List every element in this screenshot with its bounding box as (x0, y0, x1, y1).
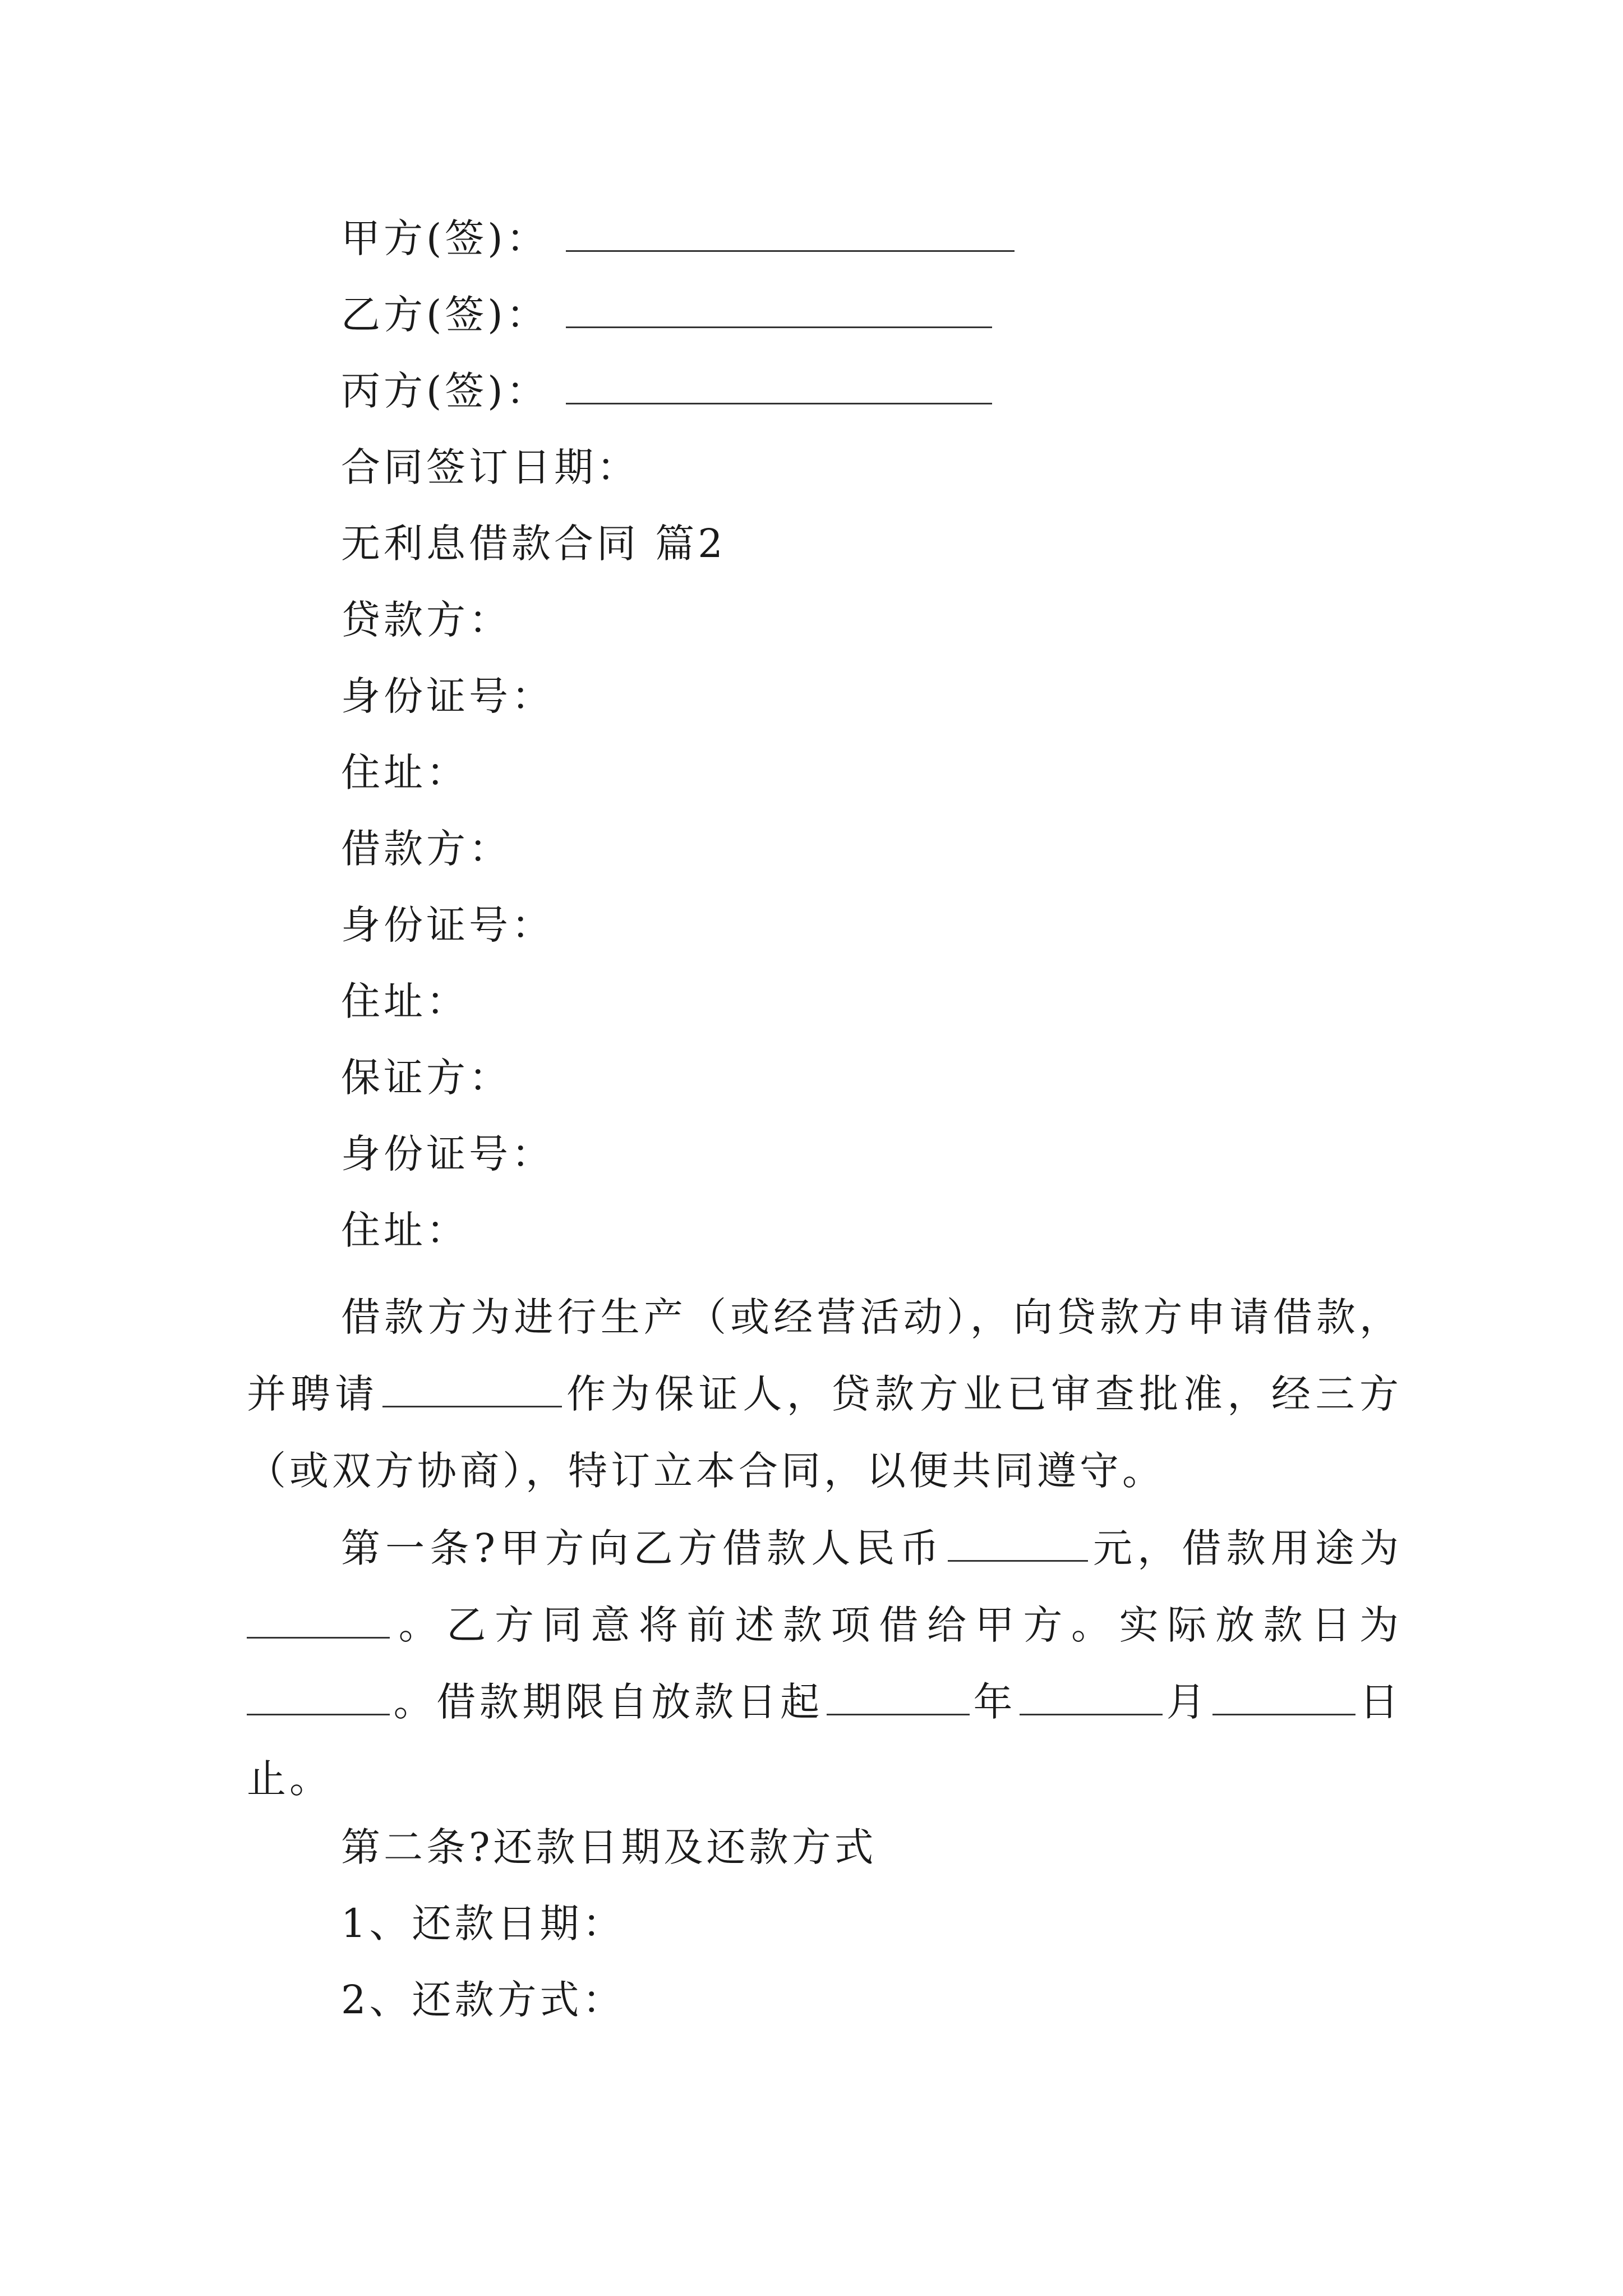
term-day-blank (1212, 1679, 1355, 1715)
term-year-blank (827, 1679, 970, 1715)
disbursement-date-blank (247, 1679, 390, 1715)
article-1-text-2: 元，借款用途为 (1091, 1525, 1402, 1571)
guarantor-name-blank (382, 1371, 562, 1407)
borrower-id-label: 身份证号： (341, 902, 554, 948)
party-b-signature-blank (566, 293, 992, 328)
article-1-text-3: 。乙方同意将前述款项借给甲方。实际放款日为 (393, 1602, 1402, 1648)
guarantor-label: 保证方： (341, 1055, 511, 1101)
repayment-date-label: 1、还款日期： (341, 1901, 625, 1947)
guarantor-id-label: 身份证号： (341, 1131, 554, 1177)
party-a-signature-label: 甲方(签)： (341, 215, 549, 261)
intro-paragraph (247, 1279, 1402, 1510)
article-2-title: 第二条?还款日期及还款方式 (341, 1824, 877, 1870)
article-1-text-4: 。借款期限自放款日起 (393, 1679, 823, 1725)
contract-sign-date: 合同签订日期： (341, 444, 639, 490)
intro-text-1: 借款方为进行生产（或经营活动），向贷款方申请借款，并聘请 (247, 1294, 1402, 1417)
party-a-signature (341, 210, 1015, 266)
section-title: 无利息借款合同 篇2 (341, 521, 726, 567)
loan-amount-blank (948, 1525, 1088, 1562)
lender-id-label: 身份证号： (341, 673, 554, 719)
article-1-paragraph (247, 1510, 1402, 1818)
party-c-signature (341, 363, 992, 419)
lender-label: 贷款方： (341, 597, 511, 643)
party-b-signature (341, 287, 992, 343)
party-b-signature-label: 乙方(签)： (341, 292, 549, 338)
party-c-signature-blank (566, 369, 992, 404)
article-1-text-5: 年 (972, 1679, 1017, 1725)
loan-purpose-blank (247, 1602, 390, 1639)
intro-text-2: 作为保证人，贷款方业已审查批准，经三方（或双方协商），特订立本合同，以便共同遵守。 (247, 1371, 1403, 1494)
article-1-text-1: 第一条?甲方向乙方借款人民币 (341, 1525, 944, 1571)
term-month-blank (1020, 1679, 1163, 1715)
party-a-signature-blank (566, 217, 1015, 252)
article-1-text-6: 月 (1166, 1679, 1210, 1725)
guarantor-address-label: 住址： (341, 1207, 469, 1253)
article-1-text-7: 日止。 (247, 1679, 1402, 1802)
borrower-label: 借款方： (341, 826, 511, 872)
lender-address-label: 住址： (341, 749, 469, 795)
party-c-signature-label: 丙方(签)： (341, 368, 549, 414)
repayment-method-label: 2、还款方式： (341, 1977, 625, 2023)
borrower-address-label: 住址： (341, 978, 469, 1024)
